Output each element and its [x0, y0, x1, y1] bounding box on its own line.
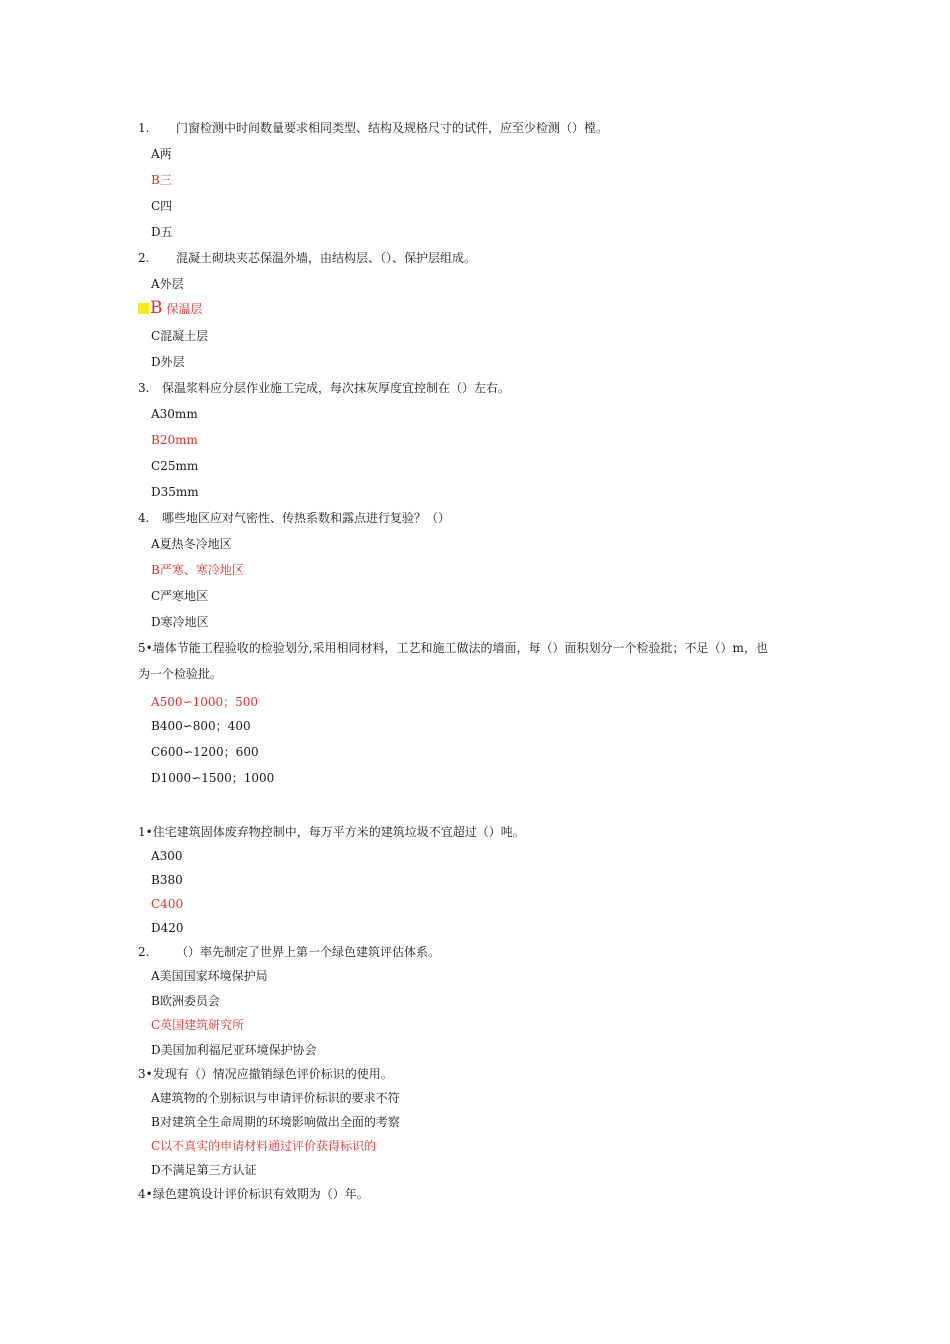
option-c: C严寒地区: [151, 589, 209, 603]
option-d: D1000∽1500；1000: [151, 771, 275, 785]
option-a: A300: [151, 849, 183, 863]
question-3: 3•发现有（）情况应撤销绿色评价标识的使用。: [138, 1067, 393, 1081]
option-b-answer: B严寒、寒冷地区: [151, 563, 244, 577]
option-d: D外层: [151, 355, 185, 369]
option-a: A建筑物的个别标识与申请评价标识的要求不符: [151, 1091, 400, 1105]
question-5: 5•墙体节能工程验收的检验划分,采用相同材料，工艺和施工做法的墙面，每（）面积划分一个检验批；不足（）m，也: [138, 641, 768, 655]
option-b: B380: [151, 873, 183, 887]
option-b: B400∽800；400: [151, 719, 251, 733]
question-number: 2.: [138, 251, 150, 265]
question-2: [138, 944, 440, 960]
question-3: [138, 380, 510, 396]
option-c: C混凝土层: [151, 329, 209, 343]
question-number: 3.: [138, 381, 150, 395]
option-d: D420: [151, 921, 184, 935]
option-b-answer: [138, 300, 202, 317]
question-1: 1•住宅建筑固体废弃物控制中，每万平方米的建筑垃圾不宜超过（）吨。: [138, 825, 525, 839]
question-text: 保温浆料应分层作业施工完成，每次抹灰厚度宜控制在（）左右。: [162, 381, 511, 395]
option-a: A两: [151, 147, 172, 161]
question-number: 2.: [138, 945, 150, 959]
option-b-answer: B三: [151, 173, 172, 187]
question-5-cont: 为一个检验批。: [138, 667, 223, 681]
question-number: 4.: [138, 511, 150, 525]
option-c: C四: [151, 199, 173, 213]
option-d: D不满足第三方认证: [151, 1163, 257, 1177]
option-c: C600∽1200；600: [151, 745, 259, 759]
option-d: D五: [151, 225, 173, 239]
question-1: [138, 120, 608, 136]
option-c-answer: C英国建筑研究所: [151, 1018, 245, 1032]
option-c: C25mm: [151, 459, 199, 473]
highlight-marker: [138, 303, 149, 314]
option-c-answer: C以不真实的申请材料通过评价获得标识的: [151, 1139, 377, 1153]
question-text: 门窗检测中时间数量要求相同类型、结构及规格尺寸的试件，应至少检测（）樘。: [176, 121, 609, 135]
question-4: 4•绿色建筑设计评价标识有效期为（）年。: [138, 1187, 369, 1201]
question-2: [138, 250, 476, 266]
question-text: （）率先制定了世界上第一个绿色建筑评估体系。: [176, 945, 441, 959]
option-letter: B: [150, 298, 163, 318]
option-a: A外层: [151, 277, 184, 291]
option-b-answer: B20mm: [151, 433, 198, 447]
question-number: 1.: [138, 121, 150, 135]
option-a-answer: A500∽1000；500: [151, 695, 259, 709]
option-b: B对建筑全生命周期的环境影响做出全面的考察: [151, 1115, 400, 1129]
question-4: [138, 510, 450, 526]
option-text: 保温层: [166, 302, 203, 316]
option-a: A夏热冬冷地区: [151, 537, 232, 551]
question-text: 哪些地区应对气密性、传热系数和露点进行复验？（）: [162, 511, 451, 525]
option-c-answer: C400: [151, 897, 184, 911]
option-d: D寒冷地区: [151, 615, 209, 629]
option-b: B欧洲委员会: [151, 994, 220, 1008]
option-a: A30mm: [151, 407, 198, 421]
option-a: A美国国家环境保护局: [151, 969, 268, 983]
option-d: D35mm: [151, 485, 199, 499]
question-text: 混凝土砌块夹芯保温外墙，由结构层、（）、保护层组成。: [176, 251, 477, 265]
option-d: D美国加利福尼亚环境保护协会: [151, 1043, 317, 1057]
